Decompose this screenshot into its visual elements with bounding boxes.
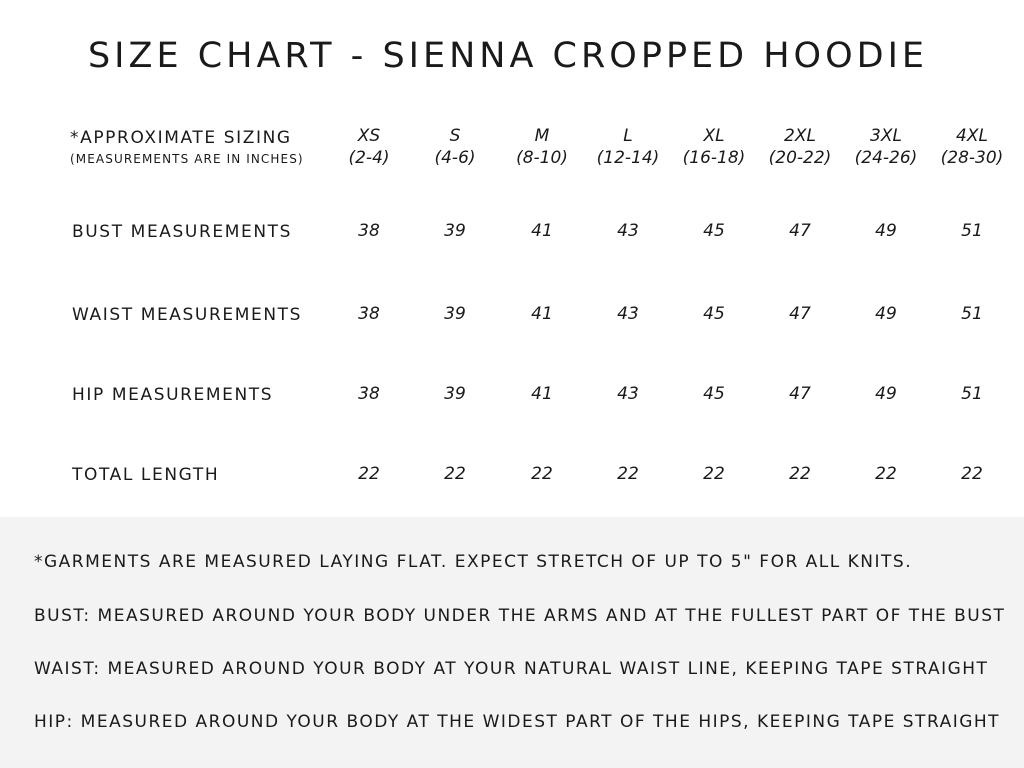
size-name: 3XL [870, 126, 902, 146]
table-cell: 41 [531, 384, 553, 404]
table-cell: 22 [444, 464, 466, 484]
table-cell: 39 [444, 304, 466, 324]
size-range: (20-22) [768, 148, 832, 168]
table-cell: 22 [789, 464, 811, 484]
size-name: 4XL [956, 126, 988, 146]
table-cell: 38 [358, 221, 380, 241]
page-title: SIZE CHART - SIENNA CROPPED HOODIE [87, 36, 929, 76]
table-cell: 43 [617, 384, 639, 404]
table-cell: 51 [961, 384, 983, 404]
table-cell: 22 [875, 464, 897, 484]
size-name: XS [357, 126, 381, 146]
table-cell: 47 [789, 221, 811, 241]
table-cell: 47 [789, 304, 811, 324]
table-cell: 51 [961, 221, 983, 241]
note-waist: WAIST: MEASURED AROUND YOUR BODY AT YOUR NATURAL WAIST LINE, KEEPING TAPE STRAIGHT [34, 659, 989, 679]
size-header-xl [666, 125, 762, 169]
table-cell: 51 [961, 304, 983, 324]
size-range: (4-6) [434, 148, 476, 168]
table-cell: 45 [703, 304, 725, 324]
note-hip: HIP: MEASURED AROUND YOUR BODY AT THE WIDEST PART OF THE HIPS, KEEPING TAPE STRAIGHT [34, 712, 1001, 732]
table-cell: 43 [617, 304, 639, 324]
sizing-label: *APPROXIMATE SIZING [70, 128, 292, 148]
size-range: (28-30) [940, 148, 1004, 168]
table-cell: 45 [703, 221, 725, 241]
size-header-3xl [838, 125, 934, 169]
table-cell: 39 [444, 384, 466, 404]
row-label: WAIST MEASUREMENTS [72, 305, 303, 325]
sizing-header [70, 128, 304, 166]
size-header-s [407, 125, 503, 169]
size-header-m [494, 125, 590, 169]
row-label: HIP MEASUREMENTS [72, 385, 274, 405]
size-range: (16-18) [682, 148, 746, 168]
table-cell: 38 [358, 384, 380, 404]
table-cell: 41 [531, 304, 553, 324]
size-name: XL [703, 126, 725, 146]
size-header-4xl [924, 125, 1020, 169]
size-name: 2XL [784, 126, 816, 146]
row-label: BUST MEASUREMENTS [72, 222, 293, 242]
table-cell: 22 [358, 464, 380, 484]
table-cell: 47 [789, 384, 811, 404]
size-name: M [534, 126, 550, 146]
table-cell: 49 [875, 304, 897, 324]
table-cell: 22 [531, 464, 553, 484]
size-header-l [580, 125, 676, 169]
table-cell: 49 [875, 384, 897, 404]
notes-panel [0, 517, 1024, 768]
table-cell: 39 [444, 221, 466, 241]
note-bust: BUST: MEASURED AROUND YOUR BODY UNDER THE ARMS AND AT THE FULLEST PART OF THE BUST [34, 606, 1006, 626]
size-header-xs [321, 125, 417, 169]
table-cell: 22 [961, 464, 983, 484]
size-name: L [623, 126, 633, 146]
row-label: TOTAL LENGTH [72, 465, 220, 485]
table-cell: 22 [617, 464, 639, 484]
size-range: (12-14) [596, 148, 660, 168]
size-name: S [449, 126, 461, 146]
note-garments: *GARMENTS ARE MEASURED LAYING FLAT. EXPECT STRETCH OF UP TO 5" FOR ALL KNITS. [34, 552, 913, 572]
size-range: (24-26) [854, 148, 918, 168]
table-cell: 38 [358, 304, 380, 324]
table-cell: 41 [531, 221, 553, 241]
table-cell: 22 [703, 464, 725, 484]
size-range: (8-10) [516, 148, 568, 168]
table-cell: 45 [703, 384, 725, 404]
table-cell: 49 [875, 221, 897, 241]
sizing-sublabel: (MEASUREMENTS ARE IN INCHES) [70, 152, 304, 166]
size-range: (2-4) [348, 148, 390, 168]
size-header-2xl [752, 125, 848, 169]
table-cell: 43 [617, 221, 639, 241]
